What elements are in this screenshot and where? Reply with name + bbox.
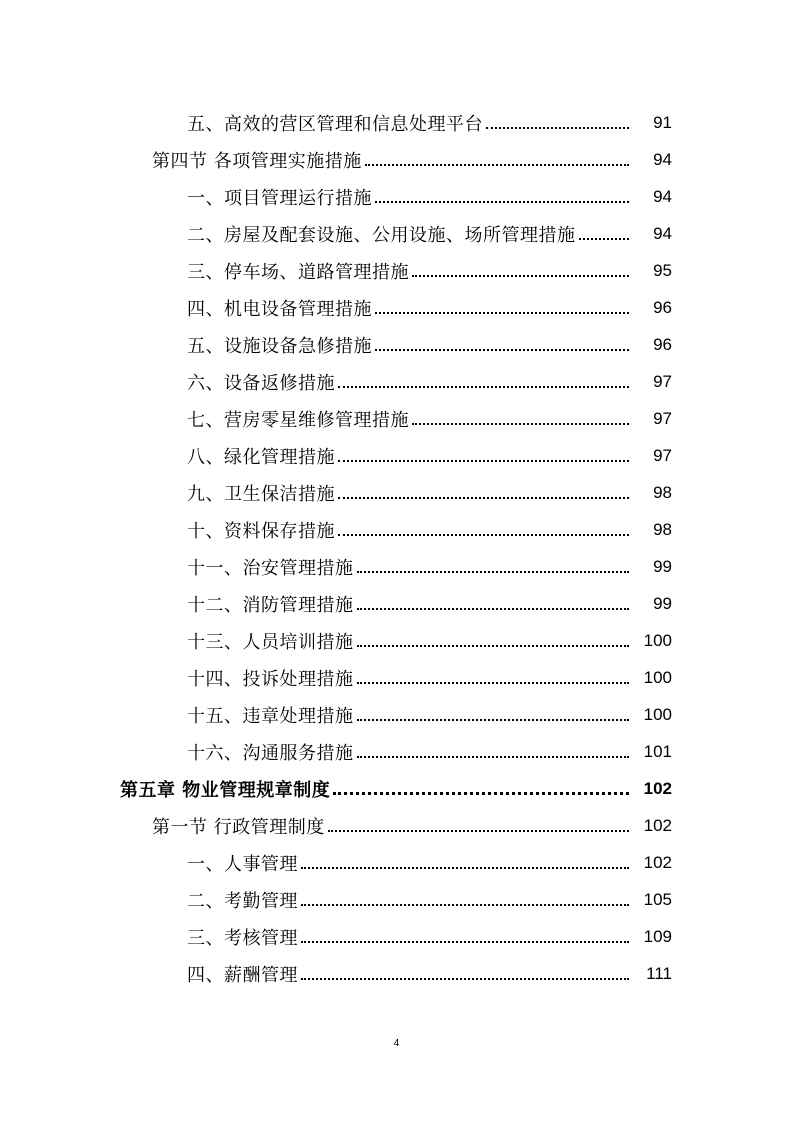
toc-entry-title: 十一、治安管理措施 <box>187 557 354 579</box>
toc-entry[interactable] <box>0 918 793 955</box>
toc-entry-page: 100 <box>643 704 672 724</box>
toc-dot-leader <box>301 960 629 980</box>
toc-entry[interactable] <box>0 474 793 511</box>
toc-entry[interactable] <box>0 585 793 622</box>
toc-entry-title: 十二、消防管理措施 <box>187 594 354 616</box>
toc-entry-page: 91 <box>653 112 672 132</box>
toc-entry-page: 102 <box>643 815 672 835</box>
toc-entry[interactable] <box>0 659 793 696</box>
toc-dot-leader <box>301 923 629 943</box>
toc-dot-leader <box>328 812 629 832</box>
toc-entry[interactable] <box>0 770 793 807</box>
toc-dot-leader <box>486 109 629 129</box>
toc-entry[interactable] <box>0 400 793 437</box>
toc-entry-title: 十、资料保存措施 <box>187 520 335 542</box>
toc-entry-title: 九、卫生保洁措施 <box>187 483 335 505</box>
toc-dot-leader <box>357 701 630 721</box>
toc-dot-leader <box>357 553 630 573</box>
toc-dot-leader <box>338 368 629 388</box>
toc-entry-title: 二、房屋及配套设施、公用设施、场所管理措施 <box>187 224 576 246</box>
toc-dot-leader <box>357 590 630 610</box>
toc-entry-title: 三、停车场、道路管理措施 <box>187 261 409 283</box>
toc-entry-page: 111 <box>646 963 672 983</box>
toc-entry[interactable] <box>0 807 793 844</box>
toc-entry-page: 98 <box>653 519 672 539</box>
toc-entry-page: 94 <box>653 149 672 169</box>
toc-entry-title: 八、绿化管理措施 <box>187 446 335 468</box>
toc-dot-leader <box>338 479 629 499</box>
toc-entry-page: 100 <box>643 630 672 650</box>
toc-entry-title: 四、机电设备管理措施 <box>187 298 372 320</box>
toc-entry-title: 五、设施设备急修措施 <box>187 335 372 357</box>
toc-dot-leader <box>357 664 630 684</box>
toc-entry-page: 98 <box>653 482 672 502</box>
toc-entry-title: 七、营房零星维修管理措施 <box>187 409 409 431</box>
toc-dot-leader <box>412 405 629 425</box>
toc-entry[interactable] <box>0 733 793 770</box>
toc-dot-leader <box>357 627 630 647</box>
toc-entry[interactable] <box>0 696 793 733</box>
toc-entry[interactable] <box>0 363 793 400</box>
toc-entry-title: 四、薪酬管理 <box>187 964 298 986</box>
toc-entry[interactable] <box>0 955 793 992</box>
toc-entry-title: 五、高效的营区管理和信息处理平台 <box>187 113 483 135</box>
toc-entry[interactable] <box>0 252 793 289</box>
toc-entry[interactable] <box>0 178 793 215</box>
toc-dot-leader <box>375 294 629 314</box>
toc-dot-leader <box>365 146 629 166</box>
toc-dot-leader <box>333 774 629 795</box>
toc-entry-title: 第一节 行政管理制度 <box>152 816 325 838</box>
toc-dot-leader <box>301 886 629 906</box>
toc-entry[interactable] <box>0 289 793 326</box>
toc-entry-title: 十四、投诉处理措施 <box>187 668 354 690</box>
toc-entry-page: 102 <box>643 852 672 872</box>
toc-entry[interactable] <box>0 511 793 548</box>
toc-entry[interactable] <box>0 104 793 141</box>
toc-entry-page: 101 <box>643 741 672 761</box>
toc-entry-page: 109 <box>643 926 672 946</box>
toc-entry[interactable] <box>0 548 793 585</box>
toc-entry[interactable] <box>0 437 793 474</box>
toc-entry-title: 一、项目管理运行措施 <box>187 187 372 209</box>
toc-entry-page: 94 <box>653 186 672 206</box>
toc-dot-leader <box>338 442 629 462</box>
toc-dot-leader <box>357 738 630 758</box>
table-of-contents <box>0 104 793 992</box>
toc-entry-title: 十六、沟通服务措施 <box>187 742 354 764</box>
toc-entry[interactable] <box>0 141 793 178</box>
toc-dot-leader <box>375 331 629 351</box>
toc-entry-page: 97 <box>653 371 672 391</box>
toc-entry[interactable] <box>0 844 793 881</box>
toc-dot-leader <box>579 220 630 240</box>
toc-entry-page: 97 <box>653 445 672 465</box>
toc-dot-leader <box>375 183 629 203</box>
toc-entry-page: 102 <box>643 778 672 798</box>
toc-dot-leader <box>301 849 629 869</box>
toc-entry[interactable] <box>0 622 793 659</box>
toc-entry-page: 99 <box>653 556 672 576</box>
toc-entry-title: 六、设备返修措施 <box>187 372 335 394</box>
toc-entry[interactable] <box>0 215 793 252</box>
toc-entry-page: 100 <box>643 667 672 687</box>
toc-entry-title: 三、考核管理 <box>187 927 298 949</box>
toc-entry-page: 97 <box>653 408 672 428</box>
toc-entry-title: 一、人事管理 <box>187 853 298 875</box>
toc-entry-page: 94 <box>653 223 672 243</box>
toc-dot-leader <box>412 257 629 277</box>
toc-entry-page: 96 <box>653 297 672 317</box>
toc-entry-page: 96 <box>653 334 672 354</box>
toc-entry-page: 99 <box>653 593 672 613</box>
toc-entry-title: 二、考勤管理 <box>187 890 298 912</box>
toc-entry-title: 第四节 各项管理实施措施 <box>152 150 362 172</box>
toc-entry-page: 105 <box>643 889 672 909</box>
toc-dot-leader <box>338 516 629 536</box>
toc-entry-title: 第五章 物业管理规章制度 <box>120 779 331 801</box>
toc-entry-title: 十五、违章处理措施 <box>187 705 354 727</box>
toc-entry-title: 十三、人员培训措施 <box>187 631 354 653</box>
toc-entry-page: 95 <box>653 260 672 280</box>
toc-entry[interactable] <box>0 326 793 363</box>
page-number: 4 <box>393 1038 400 1049</box>
toc-entry[interactable] <box>0 881 793 918</box>
